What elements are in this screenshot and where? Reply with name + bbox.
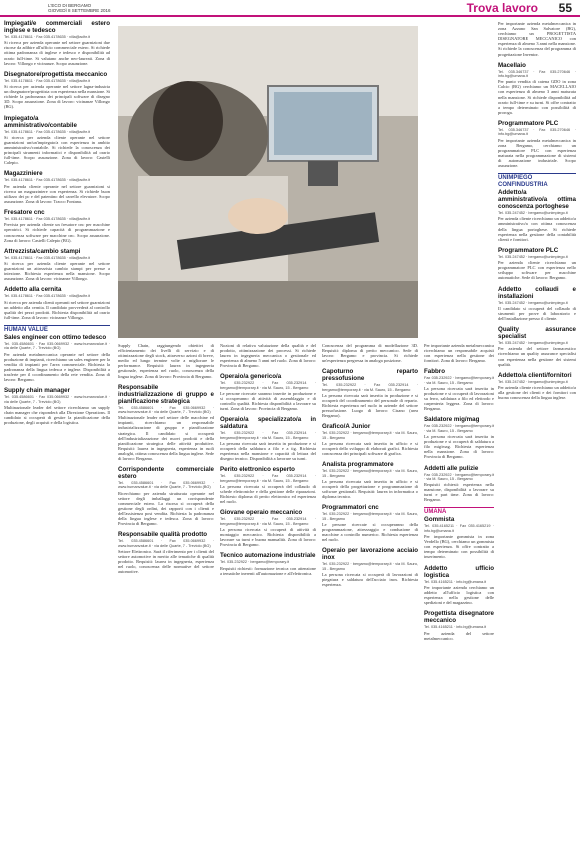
job-description: La persona ricercata sarà inserita in produzione e si occuperà del coordinamento del personale di reparto. Richiesta esperienza nel ruolo in aziende del settore pressofusione. Luogo di lavoro: Cisano (area Bergamo). — [322, 392, 418, 419]
job-listing — [220, 466, 316, 504]
job-listing — [498, 326, 576, 367]
job-contact: Tel. 035.346737 · Fax 035.270646 · info.bg@umana.it — [498, 127, 576, 137]
job-listing — [4, 20, 110, 66]
job-title: Progettista disegnatore meccanico — [424, 610, 494, 625]
job-description: Per importante azienda metalmeccanica in zona Bergamo, cerchiamo un programmatore PLC con esperienza maturata nella programmazione di sistemi di automazione industriale. Scopo assunzione. — [498, 137, 576, 168]
job-contact: Tel. 035.4586601 · Fax 035.0669932 · www.humanvalue.it · via delle Quarte, 7 - Treviolo (BG) — [118, 539, 214, 548]
job-description: Per importante azienda metalmeccanica ricerchiamo un responsabile acquisti con esperienza nella gestione dei fornitori. Zona di lavoro: Bergamo. — [424, 343, 494, 364]
job-description: Multinazionale leader del settore ricerchiamo un supply chain manager che risponderà alla Direzione Operations. Il candidato si occuperà di gestire la pianificazione della produzione, degli acquisti e della logistica. — [4, 404, 110, 426]
job-description: Settore Elettronico. Sarà il riferimento per i clienti del settore automotive in merito alle tematiche di qualità prodotto. Requisiti: laurea in ingegneria, esperienza nel ruolo, conoscenza delle normative del settore automotive. — [118, 548, 214, 575]
job-title: Addetto/a clienti/fornitori — [498, 371, 572, 379]
job-contact: Tel. 035.4165211 · Fax 035.4165219 · info.bg@umana.it — [424, 524, 494, 533]
job-listing — [4, 334, 110, 382]
job-title: Gommista — [424, 516, 455, 524]
job-title: Operaio/a generico/a — [220, 373, 282, 381]
job-listing — [498, 286, 576, 322]
job-contact: Tel. 035.4586601 · Fax 035.0669932 · www.humanvalue.it · via delle Quarte, 7 - Treviolo (BG) — [4, 395, 110, 404]
job-contact: Tel. 035.247452 · bergamo@unimpiego.it — [498, 254, 568, 259]
job-contact: Tel. 035.4178611 · Fax 035.4178635 · villa@adhr.it — [4, 255, 90, 260]
job-listing — [498, 21, 576, 57]
job-description: Prevista per azienda cliente un fresatore cnc per macchine operatrici. Si richiede capacità di programmazione e conoscenza software per macchine cnc. Scopo assunzione. Zona di lavoro: Castelli Calepio (BG). — [4, 222, 110, 243]
job-title: Fresatore cnc — [4, 209, 45, 217]
job-listing — [498, 189, 576, 242]
job-listing — [322, 504, 418, 542]
header-rule — [0, 15, 580, 17]
job-title: Programmatore PLC — [498, 119, 559, 127]
section-title: Trova lavoro — [466, 1, 538, 15]
job-listing — [220, 552, 316, 575]
job-description: La persona ricercata sarà inserita in produzione e si occuperà di lavorazioni su ferro, saldatura a filo ed elettrodo e carpenteria leggera. Zona di lavoro: Bergamo. — [424, 385, 494, 412]
job-title: Fabbro — [424, 368, 445, 376]
job-description: Conoscenza del programma di modellazione 3D. Requisiti: diploma di perito meccanico. Sede di lavoro: Bergamo e provincia. Si richiede un'esperienza pregressa in analoga posizione. — [322, 343, 418, 364]
job-contact: Tel. 035.4586601 · Fax 035.0669932 · www.humanvalue.it · via delle Quarte, 7 - Treviolo (BG) — [118, 405, 214, 414]
job-description: Per punto vendita di catena GDO in zona Calcio (BG) cerchiamo un MACELLAIO con esperienza di almeno 3 anni maturata nella mansione. Si richiede disponibilità ad orario full-time e su turni. Si offre contratto a tempo determinato con possibilità di proroga. — [498, 79, 576, 115]
page-header — [0, 0, 580, 18]
job-title: Programmatori cnc — [322, 504, 379, 512]
column-1 — [4, 20, 110, 846]
job-contact: Tel. 035.4165211 · info.bg@umana.it — [424, 579, 487, 584]
job-description: Si ricerca per azienda operante nel settore guarnizioni due risorse da adibire all'ufficio commerciale estero. Si richiede ottima padronanza di inglese e tedesco e disponibilità ad orario full-time. Si valutano anche neo-laureati. Zona di lavoro: Villongo e vicinanze. Scopo assunzione. — [4, 40, 110, 66]
job-description: Per azienda cliente ricerchiamo un addetto/a amministrativo/a con ottima conoscenza della lingua portoghese. Si richiede esperienza nella gestione della contabilità clienti e fornitori. — [498, 216, 576, 242]
job-description: La persona ricercata sarà inserita in produzione e si occuperà della saldatura a filo e a tig. Richiesta esperienza nella mansione e capacità di lettura del disegno tecnico. Disponibilità a lavorare su turni. — [220, 441, 316, 462]
job-listing — [4, 170, 110, 204]
job-listing — [424, 343, 494, 363]
job-listing — [424, 368, 494, 411]
job-title: Responsabile qualità prodotto — [118, 531, 208, 539]
job-listing — [118, 384, 214, 461]
job-description: La persona ricercata si occuperà di lavorazioni di piegatura e saldatura dell'acciaio inox. Richiesta esperienza. — [322, 571, 418, 588]
job-description: Si ricerca per azienda clienti operanti nel settore guarnizioni un addetto alla cernita. Il candidato provvederà al controllo qualità dei pezzi prodotti. Richiesta disponibilità ad orario full-time. Zona di lavoro: vicinanze Villongo. — [4, 299, 110, 320]
job-listing — [424, 610, 494, 640]
agency-section-header: HUMAN VALUE — [4, 325, 110, 334]
job-listing — [498, 120, 576, 168]
publication-name: L'ECO DI BERGAMO — [48, 3, 92, 8]
agency-section-header: UNIMPIEGO CONFINDUSTRIA — [498, 173, 576, 189]
job-title: Sales engineer con ottimo tedesco — [4, 334, 107, 342]
job-description: Si ricerca per azienda cliente operante nel settore guarnizioni un/un'impiegato/a con esperienza in ambito amministrativo/contabile. Si richiede la conoscenza dei principali strumenti informatici e disponibilità ad orario full-time. Scopo assunzione. Zona di lavoro: Castelli Calepio. — [4, 134, 110, 166]
job-contact: Tel. 035.232922 · bergamo@temporary.it — [220, 560, 289, 565]
job-contact: Tel. 035.346737 · Fax 035.270646 · info.bg@umana.it — [498, 69, 576, 78]
job-listing — [424, 416, 494, 459]
job-description: Per azienda metalmeccanica operante nel settore della produzione di impianti, ricerchiamo un sales engineer per la vendita di impianti per l'area commerciale. Richiesta la padronanza della lingua tedesca e inglese. Disponibilità a trasferte per il coordinamento della rete vendita. Zona di lavoro: Bergamo. — [4, 351, 110, 383]
job-title: Addetto alla cernita — [4, 286, 62, 294]
job-listing — [4, 387, 110, 425]
job-title: Impiegato/a amministrativo/contabile — [4, 114, 77, 129]
job-description: Per importante azienda cerchiamo un addetto all'ufficio logistica con esperienza nella gestione delle spedizioni e del magazzino. — [424, 584, 494, 606]
job-description: Le persone ricercate si occuperanno della programmazione, attrezzaggio e conduzione di macchine a controllo numerico. Richiesta esperienza nel ruolo. — [322, 521, 418, 543]
issue-date: GIOVEDÌ 8 SETTEMBRE 2016 — [48, 8, 111, 13]
job-contact: Tel. 035.232922 · Fax 035.232914 · bergamo@temporary.it · via M. Sauro, 15 - Bergamo — [220, 517, 316, 526]
job-title: Grafico/A Junior — [322, 423, 371, 431]
column-3 — [220, 342, 316, 846]
job-listing — [322, 343, 418, 363]
column-5 — [424, 342, 494, 846]
job-contact: Fax 035.232922 · bergamo@temporary.it · via M. Sauro, 15 - Bergamo — [424, 472, 494, 481]
job-title: Addetto/a amministrativo/a ottima conoscenza portoghese — [498, 189, 576, 211]
job-listing — [118, 343, 214, 379]
agency-section-header: UMANA — [424, 507, 494, 516]
job-contact: Tel. 035.247452 · bergamo@unimpiego.it — [498, 211, 568, 216]
job-listing — [4, 248, 110, 282]
job-listing — [424, 565, 494, 606]
job-contact: Tel. 035.4178611 · Fax 035.4178635 · villa@adhr.it — [4, 294, 90, 299]
job-title: Responsabile industrializzazione di gruppo e pianificazione strategica — [118, 383, 214, 405]
job-listing — [322, 547, 418, 587]
office-photo — [118, 26, 418, 338]
job-listing — [498, 247, 576, 281]
job-listing — [220, 373, 316, 411]
job-description: Supply Chain, raggiungendo obiettivi di efficientamento dei livelli di servizio e di ottimizzazione degli stock, attraverso azioni di breve, medio ed lungo termine volte a migliorare le performance. Requisiti: laurea in ingegneria gestionale, esperienza nel ruolo, conoscenza della lingua inglese. Zona di lavoro: Provincia di Bergamo. — [118, 343, 214, 379]
column-6 — [498, 20, 576, 846]
job-listing — [118, 531, 214, 574]
job-contact: Fax 035.232922 · bergamo@temporary.it · via M. Sauro, 15 - Bergamo — [424, 424, 494, 433]
job-contact: Tel. 035.4178611 · Fax 035.4178635 · villa@adhr.it — [4, 217, 90, 222]
job-description: La persona ricercata sarà inserita in ufficio e si occuperà della progettazione e programmazione di software gestionali. Requisiti: laurea in informatica o diploma tecnico. — [322, 478, 418, 500]
job-description: Ricerchiamo per azienda strutturata operante nel settore degli imballaggi un corrispondente commerciale estero. La risorsa si occuperà della gestione degli ordini, dei rapporti con i clienti e dell'assistenza post vendita. Richiesta la padronanza della lingua inglese e tedesca. Zona di lavoro: Provincia di Bergamo. — [118, 490, 214, 527]
job-listing — [118, 466, 214, 526]
job-contact: Tel. 035.4178611 · Fax 035.4178635 · villa@adhr.it — [4, 129, 90, 134]
job-description: Requisiti richiesti: formazione tecnica con attenzione a tematiche inerenti all'automazione e all'elettronica. — [220, 565, 316, 576]
job-contact: Tel. 035.232922 · Fax 035.232914 · bergamo@temporary.it · via M. Sauro, 15 - Bergamo — [220, 381, 316, 390]
job-title: Addetti alle pulizie — [424, 464, 479, 472]
job-title: Analista programmatore — [322, 461, 394, 469]
job-listing — [424, 465, 494, 503]
job-description: Per azienda cliente ricerchiamo un programmatore PLC con esperienza nello sviluppo software per macchine automatiche. Sede di lavoro: Bergamo. — [498, 260, 576, 281]
job-description: Si ricerca per azienda operante nel settore lagna-industria un disegnatore/progettista con esperienza nella mansione. Si richiede la padronanza dei principali software di disegno 3D. Scopo assunzione. Zona di lavoro: vicinanze Villongo (BG). — [4, 84, 110, 110]
job-contact: Tel. 035.232922 · bergamo@temporary.it · via M. Sauro, 15 - Bergamo — [322, 469, 418, 478]
job-title: Disegnatore/progettista meccanico — [4, 70, 108, 78]
job-contact: Tel. 035.232922 · bergamo@temporary.it · via M. Sauro, 15 - Bergamo — [322, 512, 418, 521]
job-title: Tecnico automazione industriale — [220, 552, 316, 560]
job-contact: Tel. 035.4586601 · Fax 035.0669932 · www.humanvalue.it · via delle Quarte, 7 - Treviolo (BG) — [118, 481, 214, 490]
job-title: Macellaio — [498, 61, 526, 69]
job-title: Impiegati/e commerciali estero inglese e tedesco — [4, 20, 110, 34]
job-description: La persona ricercata si occuperà del collaudo di schede elettroniche e della gestione delle riparazioni. Richiesto diploma di perito elettronico ed esperienza nel ruolo. — [220, 484, 316, 505]
job-title: Magazziniere — [4, 170, 43, 178]
job-description: Multinazionale leader nel settore delle macchine ed impianti, ricerchiamo un responsabile industrializzazione di gruppo e pianificazione strategica. Il candidato si occuperà dell'industrializzazione dei nuovi prodotti e della pianificazione strategica delle attività produttive. Requisiti: laurea in ingegneria, esperienza in ruoli analoghi, ottima conoscenza della lingua inglese. Sede di lavoro: Bergamo. — [118, 415, 214, 461]
page-number: 55 — [558, 1, 572, 15]
column-4 — [322, 342, 418, 846]
job-listing — [322, 461, 418, 499]
job-contact: Tel. 035.4586601 · Fax 035.0669932 · www.humanvalue.it · via delle Quarte, 7 - Treviolo (BG) — [4, 342, 110, 351]
job-description: Per azienda cliente ricerchiamo un addetto/a alla gestione dei clienti e dei fornitori con buona conoscenza della lingua inglese. — [498, 385, 576, 401]
job-listing — [424, 516, 494, 559]
job-title: Saldatore mig/mag — [424, 416, 480, 424]
job-contact: Fax 035.232922 · bergamo@temporary.it · via M. Sauro, 15 - Bergamo — [424, 376, 494, 385]
job-contact: Tel. 035.232922 · Fax 035.232914 · bergamo@temporary.it · via M. Sauro, 15 - Bergamo — [220, 431, 316, 440]
job-contact: Tel. 035.232922 · Fax 035.232914 · bergamo@temporary.it · via M. Sauro, 15 - Bergamo — [322, 383, 418, 392]
job-description: Per azienda cliente operante nel settore guarnizioni si ricerca un magazziniere con esperienza. Si richiede buon utilizzo dei pc e del patentino del carrello elevatore. Scopo assunzione. Zona di lavoro: Tracco Fontana. — [4, 183, 110, 204]
job-title: Perito elettronico esperto — [220, 466, 295, 474]
job-listing — [4, 209, 110, 243]
column-2 — [118, 342, 214, 846]
masthead — [48, 3, 111, 13]
job-contact: Tel. 035.247452 · bergamo@unimpiego.it — [498, 341, 568, 346]
job-description: Nozioni di relativa valutazione della qualità e del prodotto, ottimizzazione dei processi. Si richiede laurea in ingegneria meccanica o gestionale ed esperienza di almeno 5 anni nel ruolo. Zona di lavoro: Provincia di Bergamo. — [220, 343, 316, 369]
job-listing — [4, 286, 110, 320]
job-title: Quality assurance specialist — [498, 326, 576, 341]
job-listing — [498, 62, 576, 115]
job-description: Si ricerca per azienda cliente operante nel settore guarnizioni un attrezzista cambio stampi per presse a iniezione. Richiesta esperienza nella mansione. Scopo assunzione. Zona di lavoro: vicinanze Villongo. — [4, 261, 110, 282]
job-contact: Tel. 035.4178611 · Fax 035.4178635 · villa@adhr.it — [4, 35, 90, 39]
job-listing — [220, 416, 316, 461]
job-contact: Tel. 035.232922 · bergamo@temporary.it · via M. Sauro, 15 - Bergamo — [322, 562, 418, 571]
job-description: Per azienda del settore farmaceutico ricerchiamo un quality assurance specialist con esperienza nella gestione dei sistemi qualità. — [498, 346, 576, 367]
job-contact: Tel. 035.232922 · Fax 035.232914 · bergamo@temporary.it · via M. Sauro, 15 - Bergamo — [220, 474, 316, 483]
job-contact: Tel. 035.4178611 · Fax 035.4178635 · villa@adhr.it — [4, 78, 90, 83]
job-title: Programmatore PLC — [498, 246, 559, 254]
job-title: Supply chain manager — [4, 387, 71, 395]
office-photo-illustration — [118, 26, 418, 338]
job-title: Addetto ufficio logistica — [424, 564, 494, 579]
job-title: Corrispondente commerciale estero — [118, 466, 214, 481]
job-title: Giovane operaio meccanico — [220, 509, 303, 517]
job-listing — [4, 71, 110, 110]
job-title: Operaio per lavorazione acciaio inox — [322, 547, 418, 562]
job-contact: Tel. 035.4165211 · info.bg@umana.it — [424, 625, 487, 630]
job-contact: Tel. 035.232922 · bergamo@temporary.it · via M. Sauro, 15 - Bergamo — [322, 431, 418, 440]
job-contact: Tel. 035.247452 · bergamo@unimpiego.it — [498, 300, 568, 305]
job-title: Addetto collaudi e installazioni — [498, 285, 576, 300]
job-description: La persona ricercata sarà inserita in produzione e si occuperà di saldatura a filo mig/mag. Richiesta esperienza nella mansione. Zona di lavoro: Provincia di Bergamo. — [424, 434, 494, 460]
job-description: Il candidato si occuperà del collaudo di strumenti per prove di laboratorio e dell'installazione presso il cliente. — [498, 305, 576, 321]
job-title: Capoturno reparto pressofusione — [322, 368, 418, 383]
job-contact: Tel. 035.4178611 · Fax 035.4178635 · villa@adhr.it — [4, 178, 90, 183]
job-description: La persona ricercata si occuperà di attività di montaggio meccanico. Richiesta disponibilità a lavorare su turni e buona manualità. Zona di lavoro: Provincia di Bergamo. — [220, 526, 316, 548]
job-description: Le persone ricercate saranno inserite in produzione e si occuperanno di attività di assemblaggio e di controllo qualità. Richiesta disponibilità a lavorare su turni. Zona di lavoro: Provincia di Bergamo. — [220, 391, 316, 412]
job-listing — [322, 423, 418, 456]
job-listing — [498, 372, 576, 401]
job-listing — [220, 509, 316, 547]
job-description: La persona ricercata sarà inserita in ufficio e si occuperà dello sviluppo di elaborati grafici. Richiesta conoscenza dei principali software di grafica. — [322, 441, 418, 457]
job-description: Per importante azienda metalmeccanica in zona Azzano San Salvatore (BG), cerchiamo un PROGETTISTA DISEGNATORE MECCANICO con esperienza di almeno 3 anni nella mansione. Si richiede la conoscenza del programma di progettazione Inventor. — [498, 21, 576, 57]
job-description: Per importante gommista in zona Verdello (BG), cerchiamo un gommista con esperienza. Si offre contratto a tempo determinato con possibilità di inserimento. — [424, 534, 494, 560]
job-description: Requisiti richiesti: esperienza nella mansione, disponibilità a lavorare su turni e part time. Zona di lavoro: Bergamo. — [424, 482, 494, 503]
job-listing — [322, 368, 418, 418]
job-listing — [220, 343, 316, 368]
job-title: Operaio/a specializzato/a in saldatura — [220, 416, 316, 431]
job-listing — [4, 115, 110, 166]
job-contact: Tel. 035.247452 · bergamo@unimpiego.it — [498, 379, 568, 384]
job-title: Attrezzista/cambio stampi — [4, 247, 81, 255]
job-description: Per azienda del settore metalmeccanico. — [424, 630, 494, 641]
